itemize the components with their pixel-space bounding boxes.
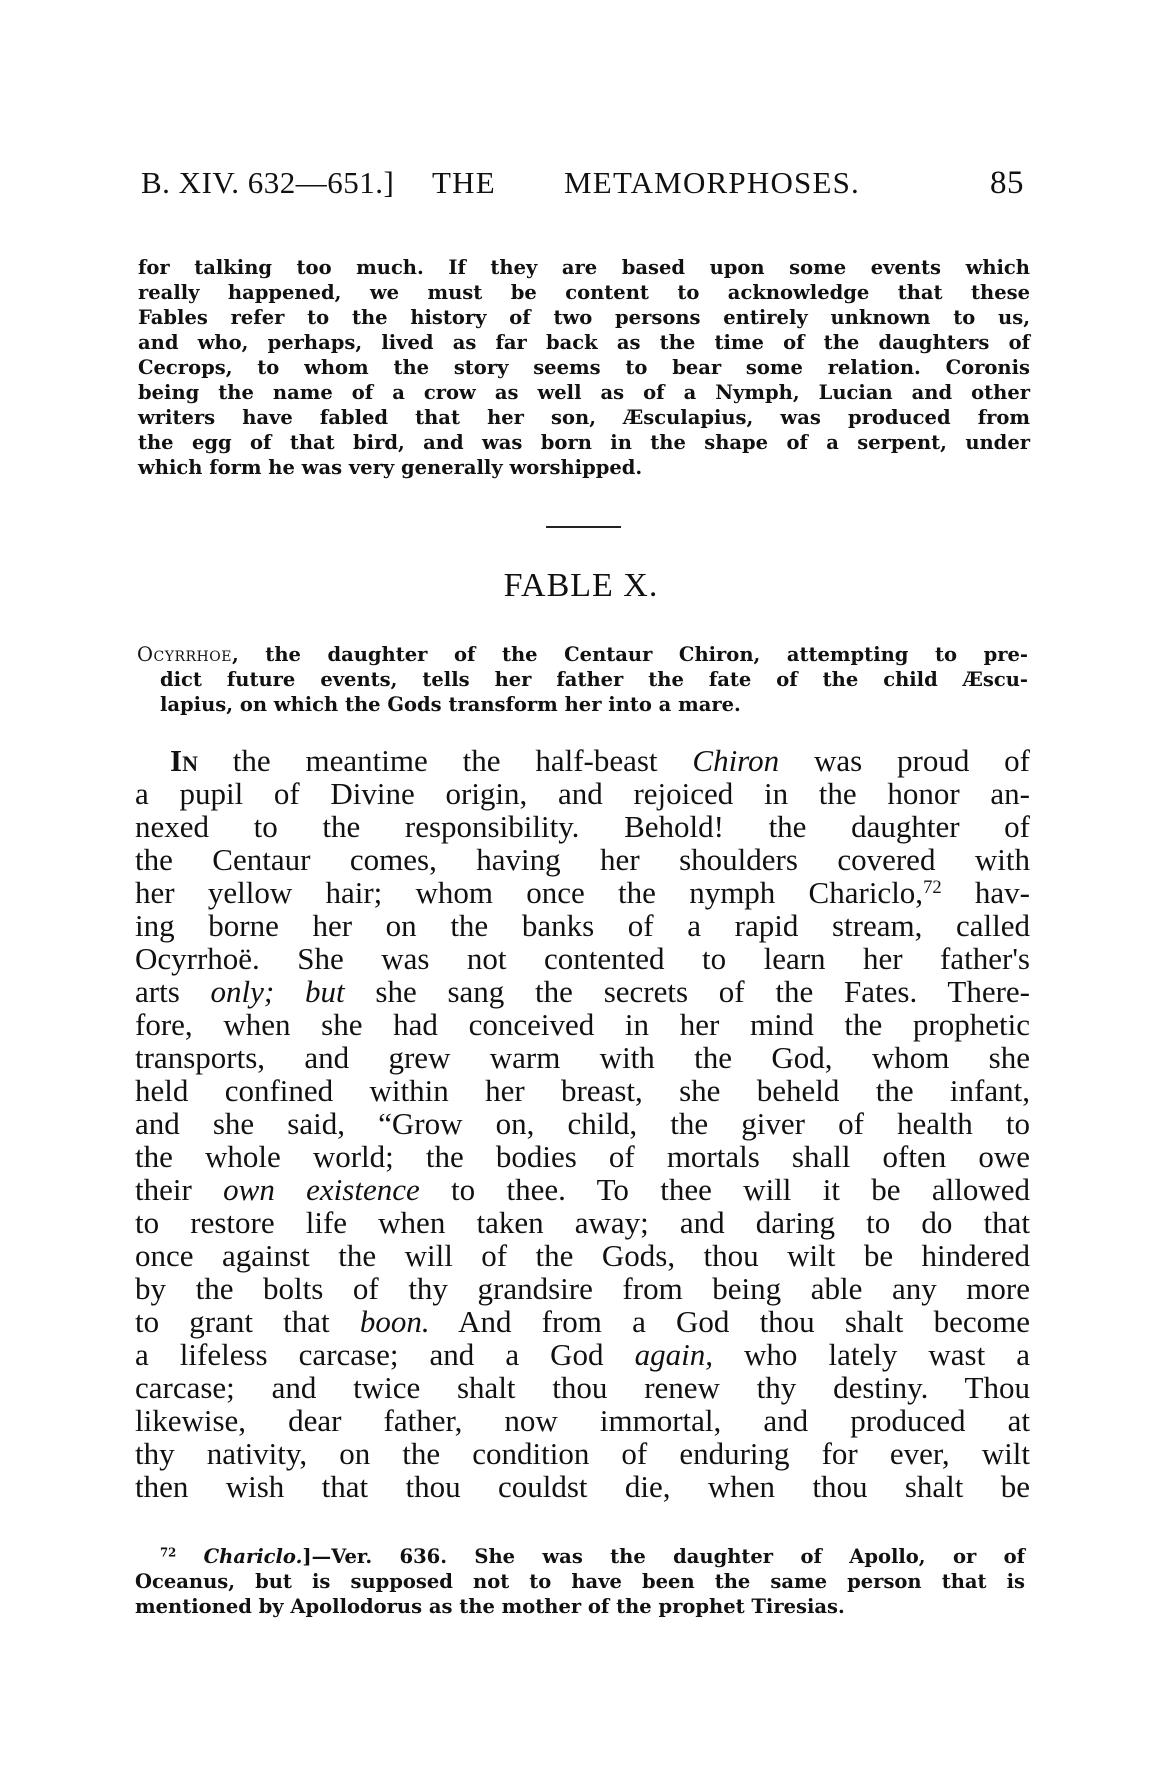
text-run: she sang the secrets of the Fates. There- (344, 974, 1030, 1009)
fable-text-line (135, 1338, 1030, 1371)
text-run: held confined within her breast, she beheld the infant, (135, 1073, 1030, 1108)
italic-run: own existence (223, 1172, 420, 1207)
argument-lead-name: Ocyrrhoe (137, 643, 232, 666)
text-run: ing borne her on the banks of a rapid stream, called (135, 908, 1030, 943)
text-run (274, 974, 305, 1009)
text-run: to thee. To thee will it be allowed (419, 1172, 1030, 1207)
fable-text-line (135, 1074, 1030, 1107)
footnote-line: mentioned by Apollodorus as the mother of the prophet Tiresias. (135, 1595, 845, 1618)
fable-text-line (135, 876, 1030, 909)
argument-line (137, 642, 1028, 667)
text-run: nexed to the responsibility. Behold! the daughter of (135, 809, 1030, 844)
text-run: who lately wast a (712, 1337, 1031, 1372)
text-run: her yellow hair; whom once the nymph Chariclo, (135, 875, 924, 910)
commentary-line: which form he was very generally worshipped. (138, 456, 643, 479)
fable-heading-text: FABLE X. (503, 567, 659, 604)
text-run: arts (135, 974, 211, 1009)
argument-line-text: , the daughter of the Centaur Chiron, attempting to pre- (231, 643, 1028, 666)
fable-text-line (135, 909, 1030, 942)
fable-text-line (135, 1404, 1030, 1437)
italic-run: Chiron (692, 743, 780, 778)
fable-text-line (170, 744, 1030, 777)
fable-text-line (135, 1470, 1030, 1503)
fable-text-line (135, 810, 1030, 843)
fable-text-line (135, 1107, 1030, 1140)
argument-line: dict future events, tells her father the fate of the child Æscu- (160, 668, 1028, 691)
text-run: the Centaur comes, having her shoulders covered with (135, 842, 1030, 877)
fable-text-line (135, 1140, 1030, 1173)
running-header-title: THE METAMORPHOSES. (432, 165, 860, 200)
commentary-line: and who, perhaps, lived as far back as the time of the daughters of (138, 331, 1030, 354)
text-run: transports, and grew warm with the God, whom she (135, 1040, 1030, 1075)
fable-text-line (135, 1239, 1030, 1272)
text-run: fore, when she had conceived in her mind the prophetic (135, 1007, 1030, 1042)
text-run: a lifeless carcase; and a God (135, 1337, 635, 1372)
text-run: to grant that (135, 1304, 360, 1339)
footnote-term: Chariclo. (203, 1545, 303, 1568)
text-run: was proud of (779, 743, 1030, 778)
fable-text-line (135, 843, 1030, 876)
text-run: And from a God thou shalt become (429, 1304, 1030, 1339)
italic-run: boon. (359, 1304, 430, 1339)
italic-run: but (305, 974, 345, 1009)
text-run: once against the will of the Gods, thou wilt be hindered (135, 1238, 1030, 1273)
footnote-line: Oceanus, but is supposed not to have been the same person that is (135, 1570, 1025, 1593)
fable-text-line (135, 1008, 1030, 1041)
italic-run: again, (634, 1337, 713, 1372)
fable-text-line (135, 777, 1030, 810)
argument-line: lapius, on which the Gods transform her into a mare. (160, 693, 741, 716)
fable-text-line (135, 1206, 1030, 1239)
footnote-reference: 72 (923, 876, 942, 898)
commentary-line: for talking too much. If they are based upon some events which (138, 256, 1030, 279)
footnote-line (160, 1544, 1025, 1569)
commentary-line: writers have fabled that her son, Æsculapius, was produced from (138, 406, 1030, 429)
text-run: thy nativity, on the condition of enduring for ever, wilt (135, 1436, 1030, 1471)
fable-text-line (135, 1371, 1030, 1404)
fable-text-line (135, 1305, 1030, 1338)
text-run: likewise, dear father, now immortal, and produced at (135, 1403, 1030, 1438)
commentary-line: Fables refer to the history of two persons entirely unknown to us, (138, 306, 1030, 329)
commentary-line: the egg of that bird, and was born in the shape of a serpent, under (138, 431, 1030, 454)
text-run: the meantime the half-beast (197, 743, 693, 778)
page-number: 85 (990, 165, 1024, 201)
text-run: a pupil of Divine origin, and rejoiced in the honor an- (135, 776, 1030, 811)
fable-heading (0, 566, 1162, 606)
text-run: then wish that thou couldst die, when thou shalt be (135, 1469, 1030, 1504)
footnote-number: 72 (160, 1545, 177, 1560)
text-run: the whole world; the bodies of mortals shall often owe (135, 1139, 1030, 1174)
running-header-reference: B. XIV. 632—651.] (141, 165, 395, 200)
text-run: Ocyrrhoë. She was not contented to learn her father's (135, 941, 1030, 976)
fable-text-line (135, 975, 1030, 1008)
footnote-text: ]—Ver. 636. She was the daughter of Apollo, or of (302, 1545, 1025, 1568)
text-run: their (135, 1172, 224, 1207)
drop-small-caps: In (170, 743, 198, 778)
text-run: to restore life when taken away; and daring to do that (135, 1205, 1030, 1240)
section-divider (546, 526, 621, 528)
commentary-line: being the name of a crow as well as of a Nymph, Lucian and other (138, 381, 1030, 404)
fable-text-line (135, 1173, 1030, 1206)
italic-run: only; (210, 974, 275, 1009)
commentary-line: Cecrops, to whom the story seems to bear some relation. Coronis (138, 356, 1030, 379)
fable-text-line (135, 1272, 1030, 1305)
fable-text-line (135, 1437, 1030, 1470)
fable-text-line (135, 1041, 1030, 1074)
text-run: by the bolts of thy grandsire from being able any more (135, 1271, 1030, 1306)
text-run: and she said, “Grow on, child, the giver of health to (135, 1106, 1030, 1141)
text-run: hav- (941, 875, 1030, 910)
commentary-line: really happened, we must be content to acknowledge that these (138, 281, 1030, 304)
fable-text-line (135, 942, 1030, 975)
text-run: carcase; and twice shalt thou renew thy destiny. Thou (135, 1370, 1030, 1405)
